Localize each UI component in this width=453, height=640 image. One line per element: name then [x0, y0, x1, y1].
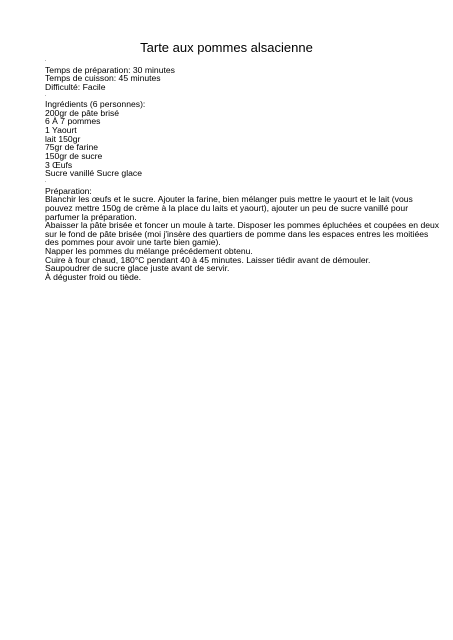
prep-time: Temps de préparation: 30 minutes: [45, 64, 175, 75]
preparation-line: Napper les pommes du mélange précédement obtenu.: [45, 246, 253, 257]
recipe-title: Tarte aux pommes alsacienne: [140, 40, 313, 55]
difficulty: Difficulté: Facile: [45, 81, 106, 92]
section-marker: .: [45, 57, 47, 63]
cook-time: Temps de cuisson: 45 minutes: [45, 73, 161, 84]
preparation-line: Blanchir les œufs et le sucre. Ajouter la farine, bien mélanger puis mettre le yaourt et le lait (vous: [45, 194, 413, 205]
preparation-line: parfumer la préparation.: [45, 211, 137, 222]
ingredient-item: Sucre vanillé Sucre glace: [45, 168, 142, 179]
section-marker: .: [45, 177, 47, 184]
ingredient-item: 200gr de pâte brisé: [45, 107, 120, 118]
ingredient-item: 1 Yaourt: [45, 125, 77, 136]
preparation-line: des pommes pour avoir une tarte bien gamie).: [45, 237, 221, 248]
ingredient-item: 150gr de sucre: [45, 151, 103, 162]
preparation-line: Abaisser la pâte brisée et foncer un moule à tarte. Disposer les pommes épluchées et coupées en deux: [45, 220, 440, 231]
preparation-line: Cuire à four chaud, 180°C pendant 40 à 45 minutes. Laisser tiédir avant de démouler.: [45, 254, 371, 265]
preparation-line: Saupoudrer de sucre glace juste avant de servir.: [45, 263, 230, 274]
preparation-line: À déguster froid ou tiède.: [45, 272, 142, 283]
recipe-body: [45, 57, 440, 283]
ingredient-item: lait 150gr: [45, 133, 81, 144]
preparation-heading: Préparation:: [45, 185, 92, 196]
ingredient-item: 75gr de farine: [45, 142, 99, 153]
section-marker: .: [45, 91, 47, 98]
ingredients-heading: Ingrédients (6 personnes):: [45, 99, 146, 110]
ingredient-item: 3 Œufs: [45, 159, 73, 170]
preparation-line: pouvez mettre 150g de crème à la place du laits et yaourt), ajouter un peu de sucre vanillé pour: [45, 202, 409, 213]
ingredient-item: 6 À 7 pommes: [45, 116, 101, 127]
preparation-line: sur le fond de pâte brisée (moi j'insère des quartiers de pomme dans les espaces entres les moitiées: [45, 228, 429, 239]
